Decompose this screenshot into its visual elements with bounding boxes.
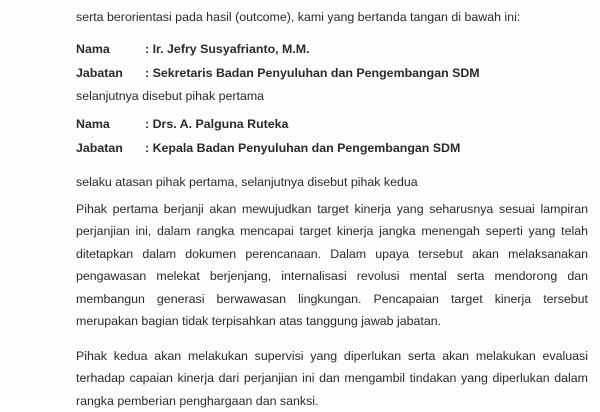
party-one-name-value: : Ir. Jefry Susyafrianto, M.M. (145, 42, 310, 56)
party-two-designation: selaku atasan pihak pertama, selanjutnya disebut pihak kedua (76, 175, 418, 189)
party-one-position-value: : Sekretaris Badan Penyuluhan dan Pengembangan SDM (145, 66, 480, 80)
paragraph-line: ditetapkan dalam dokumen perencanaan. Dalam upaya tersebut akan melaksanakan (76, 246, 588, 261)
paragraph-line: Pihak pertama berjanji akan mewujudkan target kinerja yang seharusnya sesuai lampiran (76, 202, 588, 216)
paragraph-line: membangun generasi berwawasan lingkungan. Pencapaian target kinerja tersebut (76, 291, 588, 306)
paragraph-line: merupakan bagian tidak terpisahkan atas tanggung jawab jabatan. (76, 313, 442, 328)
paragraph-line: Pihak kedua akan melakukan supervisi yang diperlukan serta akan melakukan evaluasi (76, 349, 588, 363)
paragraph-commitment (76, 198, 588, 332)
party-two-name-label: Nama (76, 117, 110, 131)
paragraph-line: pengawasan melekat berjenjang, internalisasi revolusi mental serta mendorong dan (76, 269, 588, 284)
party-one-name-label: Nama (76, 42, 110, 56)
paragraph-line: perjanjian ini, dalam rangka mencapai target kinerja jangka menengah seperti yang telah (76, 224, 588, 239)
party-two-name-value: : Drs. A. Palguna Ruteka (145, 117, 289, 131)
party-two-position-value: : Kepala Badan Penyuluhan dan Pengembangan SDM (145, 141, 461, 155)
intro-line: serta berorientasi pada hasil (outcome), kami yang bertanda tangan di bawah ini: (76, 10, 521, 24)
paragraph-supervision (76, 345, 588, 412)
party-one-position-label: Jabatan (76, 66, 123, 80)
party-one-designation: selanjutnya disebut pihak pertama (76, 89, 265, 103)
paragraph-line: rangka pemberian penghargaan dan sanksi. (76, 393, 319, 408)
party-two-position-label: Jabatan (76, 141, 123, 155)
paragraph-line: terhadap capaian kinerja dari perjanjian ini dan mengambil tindakan yang diperlukan dalam (76, 371, 588, 386)
